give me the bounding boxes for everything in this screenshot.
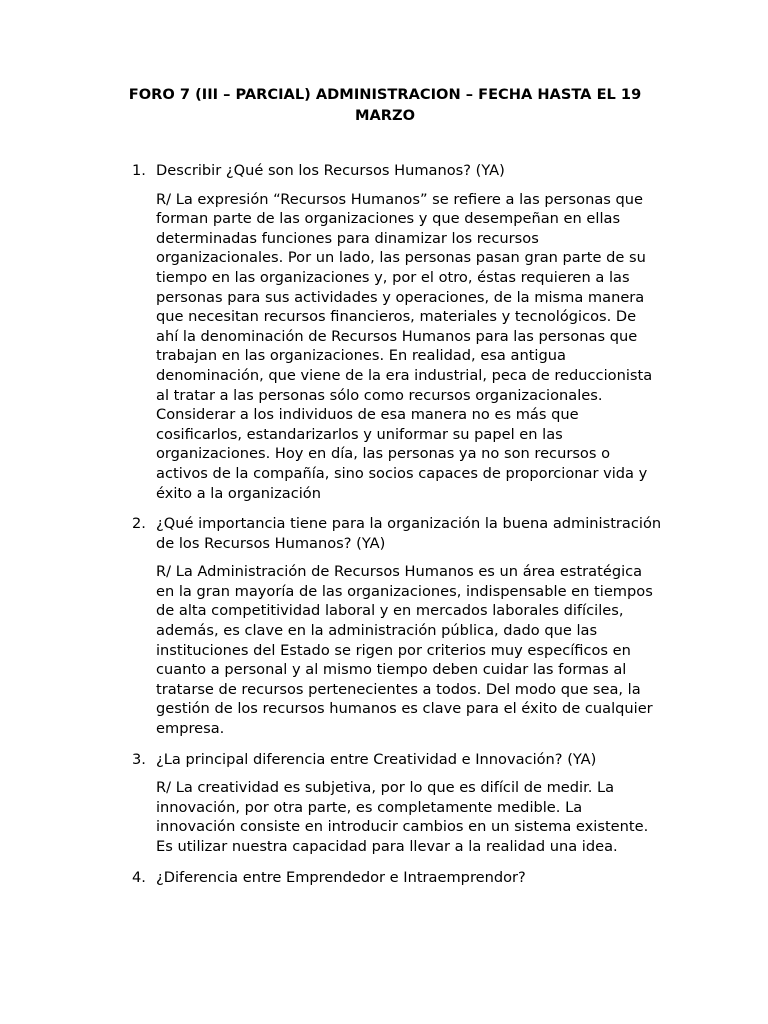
answer-text: R/ La Administración de Recursos Humanos es un área estratégica en la gran mayoría de las organizaciones, indispensable en tiempos de alta competitividad laboral y en mercados laborales difíciles, además, es clave en la administración pública, dado que las instituciones del Estado se rigen por criterios muy específicos en cuanto a personal y al mismo tiempo deben cuidar las formas al tratarse de recursos pertenecientes a todos. Del modo que sea, la gestión de los recursos humanos es clave para el éxito de cualquier empresa. [156, 563, 653, 738]
document-title: FORO 7 (III – PARCIAL) ADMINISTRACION – FECHA HASTA EL 19 MARZO [128, 86, 642, 124]
question-number: 4. [132, 868, 146, 886]
question-item-2 [132, 514, 662, 739]
question-number: 1. [132, 162, 146, 179]
question-item-4 [132, 868, 662, 888]
question-number: 2. [132, 515, 146, 533]
question-list [132, 161, 662, 898]
answer-text: R/ La creatividad es subjetiva, por lo que es difícil de medir. La innovación, por otra parte, es completamente medible. La innovación consiste en introducir cambios en un sistema existente. Es utilizar nuestra capacidad para llevar a la realidad una idea. [156, 779, 649, 855]
answer-text: R/ La expresión “Recursos Humanos” se refiere a las personas que forman parte de las organizaciones y que desempeñan en ellas determinadas funciones para dinamizar los recursos organizacionales. Por un lado, las personas pasan gran parte de su tiempo en las organizaciones y, por el otro, éstas requieren a las personas para sus actividades y operaciones, de la misma manera que necesitan recursos financieros, materiales y tecnológicos. De ahí la denominación de Recursos Humanos para las personas que trabajan en las organizaciones. En realidad, esa antigua denominación, que viene de la era industrial, peca de reduccionista al tratar a las personas sólo como recursos organizacionales. Considerar a los individuos de esa manera no es más que cosificarlos, estandarizarlos y uniformar su papel en las organizaciones. Hoy en día, las personas ya no son recursos o activos de la compañía, sino socios capaces de proporcionar vida y éxito a la organización [156, 190, 653, 502]
question-item-3 [132, 750, 662, 857]
question-text: Describir ¿Qué son los Recursos Humanos? (YA) [156, 162, 505, 179]
question-text: ¿La principal diferencia entre Creatividad e Innovación? (YA) [156, 750, 597, 768]
question-item-1 [132, 161, 662, 503]
question-text: ¿Diferencia entre Emprendedor e Intraemprendor? [156, 868, 526, 886]
question-text: ¿Qué importancia tiene para la organización la buena administración de los Recursos Humanos? (YA) [156, 515, 662, 552]
question-number: 3. [132, 750, 146, 768]
